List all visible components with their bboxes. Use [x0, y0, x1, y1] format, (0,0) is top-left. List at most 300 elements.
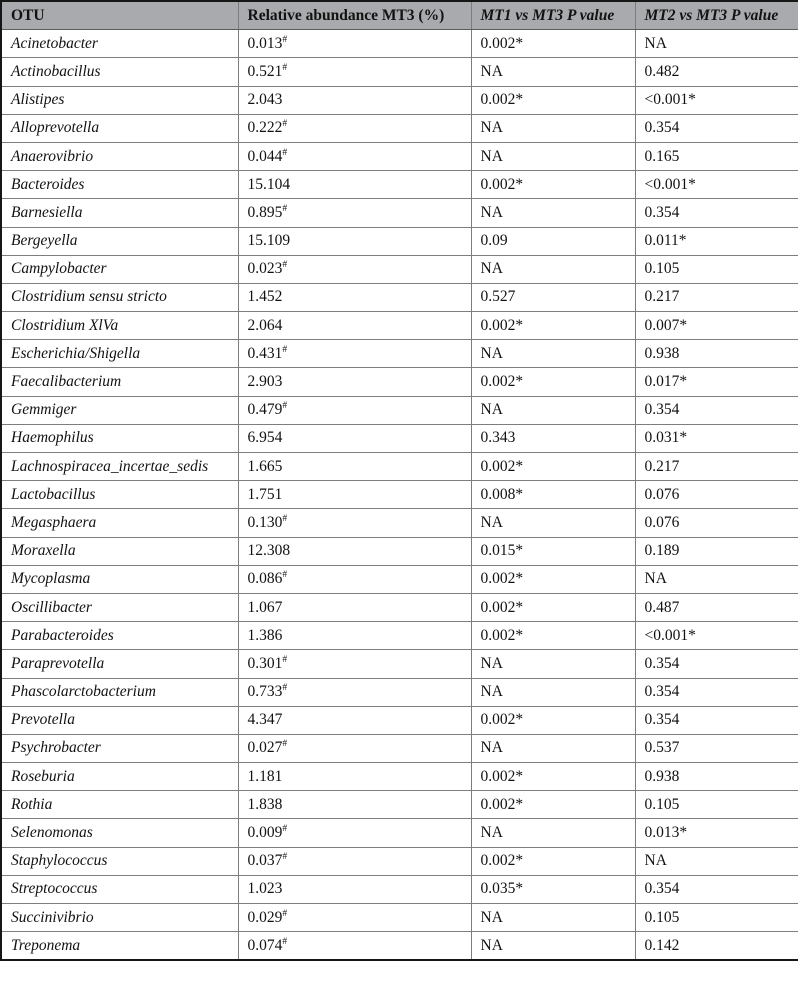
otu-name: Actinobacillus — [11, 62, 101, 80]
cell-mt2-vs-mt3-p-value — [635, 565, 798, 593]
cell-mt2-vs-mt3-p-value — [635, 509, 798, 537]
mt1-p-value: 0.002* — [480, 570, 524, 588]
cell-otu — [1, 227, 238, 255]
cell-otu — [1, 340, 238, 368]
hash-superscript: # — [282, 203, 288, 214]
hash-superscript: # — [282, 513, 288, 524]
hash-superscript: # — [282, 62, 288, 73]
table-row — [1, 424, 798, 452]
otu-name: Clostridium XlVa — [11, 316, 119, 334]
abundance-value: 0.130 — [247, 513, 283, 531]
cell-mt2-vs-mt3-p-value — [635, 199, 798, 227]
cell-mt2-vs-mt3-p-value — [635, 678, 798, 706]
cell-mt1-vs-mt3-p-value — [471, 255, 635, 283]
otu-name: Barnesiella — [11, 203, 83, 221]
cell-mt1-vs-mt3-p-value — [471, 453, 635, 481]
otu-name: Anaerovibrio — [11, 147, 94, 165]
mt1-p-value: 0.002* — [480, 34, 524, 52]
mt2-p-value: 0.938 — [644, 767, 680, 785]
abundance-value: 6.954 — [247, 429, 283, 447]
mt1-p-value: NA — [480, 654, 503, 672]
otu-name: Selenomonas — [11, 824, 93, 842]
mt1-p-value: 0.09 — [480, 232, 508, 250]
cell-mt2-vs-mt3-p-value — [635, 312, 798, 340]
otu-name: Megasphaera — [11, 513, 97, 531]
cell-mt1-vs-mt3-p-value — [471, 396, 635, 424]
cell-mt2-vs-mt3-p-value — [635, 171, 798, 199]
mt2-p-value: 0.017* — [644, 373, 688, 391]
table-row — [1, 650, 798, 678]
mt1-p-value: NA — [480, 936, 503, 954]
cell-relative-abundance — [238, 255, 471, 283]
otu-name: Rothia — [11, 795, 53, 813]
mt2-p-value: <0.001* — [644, 91, 696, 109]
otu-name: Alistipes — [11, 91, 65, 109]
hash-superscript: # — [282, 682, 288, 693]
abundance-value: 0.479 — [247, 401, 283, 419]
cell-relative-abundance — [238, 30, 471, 58]
cell-mt1-vs-mt3-p-value — [471, 875, 635, 903]
cell-otu — [1, 142, 238, 170]
otu-name: Staphylococcus — [11, 852, 108, 870]
abundance-value: 1.751 — [247, 485, 283, 503]
hash-superscript: # — [282, 570, 288, 581]
cell-otu — [1, 847, 238, 875]
cell-otu — [1, 171, 238, 199]
cell-mt1-vs-mt3-p-value — [471, 537, 635, 565]
cell-relative-abundance — [238, 171, 471, 199]
table-row — [1, 340, 798, 368]
abundance-value: 0.222 — [247, 119, 283, 137]
abundance-value: 0.027 — [247, 739, 283, 757]
mt2-p-value: 0.354 — [644, 683, 680, 701]
otu-name: Bergeyella — [11, 232, 78, 250]
table-row — [1, 312, 798, 340]
cell-otu — [1, 537, 238, 565]
otu-name: Haemophilus — [11, 429, 94, 447]
table-row — [1, 819, 798, 847]
table-row — [1, 58, 798, 86]
hash-superscript: # — [282, 936, 288, 947]
table-row — [1, 678, 798, 706]
table-row — [1, 763, 798, 791]
otu-name: Lactobacillus — [11, 485, 96, 503]
cell-relative-abundance — [238, 904, 471, 932]
abundance-value: 0.301 — [247, 654, 283, 672]
otu-name: Paraprevotella — [11, 654, 105, 672]
mt2-p-value: 0.007* — [644, 316, 688, 334]
otu-name: Prevotella — [11, 711, 75, 729]
otu-name: Phascolarctobacterium — [11, 683, 156, 701]
table-row — [1, 255, 798, 283]
mt1-p-value: 0.035* — [480, 880, 524, 898]
cell-otu — [1, 593, 238, 621]
abundance-value: 1.181 — [247, 767, 283, 785]
otu-name: Parabacteroides — [11, 626, 114, 644]
mt1-p-value: 0.002* — [480, 457, 524, 475]
cell-relative-abundance — [238, 424, 471, 452]
cell-relative-abundance — [238, 622, 471, 650]
cell-relative-abundance — [238, 819, 471, 847]
cell-relative-abundance — [238, 593, 471, 621]
cell-mt2-vs-mt3-p-value — [635, 932, 798, 961]
cell-mt1-vs-mt3-p-value — [471, 622, 635, 650]
cell-otu — [1, 312, 238, 340]
mt1-p-value: 0.002* — [480, 711, 524, 729]
mt2-p-value: 0.105 — [644, 795, 680, 813]
mt1-p-value: NA — [480, 203, 503, 221]
mt2-p-value: NA — [644, 570, 667, 588]
mt2-p-value: 0.482 — [644, 62, 680, 80]
cell-otu — [1, 509, 238, 537]
otu-name: Gemmiger — [11, 401, 77, 419]
otu-name: Succinivibrio — [11, 908, 94, 926]
mt1-p-value: 0.343 — [480, 429, 516, 447]
mt1-p-value: 0.002* — [480, 175, 524, 193]
hash-superscript: # — [282, 260, 288, 271]
cell-mt2-vs-mt3-p-value — [635, 650, 798, 678]
hash-superscript: # — [282, 344, 288, 355]
mt2-p-value: 0.013* — [644, 824, 688, 842]
cell-relative-abundance — [238, 368, 471, 396]
cell-relative-abundance — [238, 481, 471, 509]
mt2-p-value: 0.354 — [644, 401, 680, 419]
cell-mt1-vs-mt3-p-value — [471, 340, 635, 368]
cell-otu — [1, 622, 238, 650]
cell-mt2-vs-mt3-p-value — [635, 904, 798, 932]
header-relative-abundance-mt3: Relative abundance MT3 (%) — [238, 1, 471, 30]
cell-mt1-vs-mt3-p-value — [471, 368, 635, 396]
abundance-value: 1.023 — [247, 880, 283, 898]
cell-mt2-vs-mt3-p-value — [635, 396, 798, 424]
cell-mt1-vs-mt3-p-value — [471, 227, 635, 255]
table-row — [1, 932, 798, 961]
mt1-p-value: 0.002* — [480, 91, 524, 109]
mt2-p-value: 0.354 — [644, 880, 680, 898]
cell-otu — [1, 678, 238, 706]
mt2-p-value: 0.031* — [644, 429, 688, 447]
cell-mt2-vs-mt3-p-value — [635, 706, 798, 734]
table-row — [1, 199, 798, 227]
abundance-value: 1.452 — [247, 288, 283, 306]
cell-otu — [1, 763, 238, 791]
cell-mt2-vs-mt3-p-value — [635, 593, 798, 621]
cell-relative-abundance — [238, 58, 471, 86]
table-row — [1, 453, 798, 481]
cell-mt1-vs-mt3-p-value — [471, 58, 635, 86]
mt2-p-value: 0.938 — [644, 344, 680, 362]
cell-mt1-vs-mt3-p-value — [471, 565, 635, 593]
cell-relative-abundance — [238, 932, 471, 961]
cell-mt1-vs-mt3-p-value — [471, 312, 635, 340]
otu-name: Streptococcus — [11, 880, 98, 898]
cell-mt2-vs-mt3-p-value — [635, 847, 798, 875]
mt1-p-value: NA — [480, 260, 503, 278]
mt1-p-value: 0.002* — [480, 373, 524, 391]
header-otu: OTU — [1, 1, 238, 30]
abundance-value: 1.665 — [247, 457, 283, 475]
mt2-p-value: NA — [644, 34, 667, 52]
otu-name: Campylobacter — [11, 260, 107, 278]
abundance-value: 12.308 — [247, 542, 291, 560]
abundance-value: 0.521 — [247, 62, 283, 80]
cell-mt2-vs-mt3-p-value — [635, 763, 798, 791]
hash-superscript: # — [282, 119, 288, 130]
header-mt1-vs-mt3-p-value: MT1 vs MT3 P value — [471, 1, 635, 30]
hash-superscript: # — [282, 147, 288, 158]
cell-mt1-vs-mt3-p-value — [471, 734, 635, 762]
cell-mt2-vs-mt3-p-value — [635, 791, 798, 819]
cell-mt1-vs-mt3-p-value — [471, 819, 635, 847]
abundance-value: 0.037 — [247, 852, 283, 870]
cell-otu — [1, 734, 238, 762]
abundance-value: 1.067 — [247, 598, 283, 616]
cell-otu — [1, 368, 238, 396]
cell-relative-abundance — [238, 312, 471, 340]
cell-otu — [1, 453, 238, 481]
mt2-p-value: 0.076 — [644, 485, 680, 503]
mt2-p-value: 0.487 — [644, 598, 680, 616]
cell-mt1-vs-mt3-p-value — [471, 509, 635, 537]
cell-relative-abundance — [238, 734, 471, 762]
cell-mt1-vs-mt3-p-value — [471, 904, 635, 932]
cell-mt2-vs-mt3-p-value — [635, 481, 798, 509]
cell-mt2-vs-mt3-p-value — [635, 30, 798, 58]
hash-superscript: # — [282, 34, 288, 45]
cell-otu — [1, 875, 238, 903]
cell-relative-abundance — [238, 114, 471, 142]
otu-name: Treponema — [11, 936, 81, 954]
mt1-p-value: NA — [480, 513, 503, 531]
cell-mt2-vs-mt3-p-value — [635, 227, 798, 255]
cell-otu — [1, 30, 238, 58]
mt2-p-value: 0.189 — [644, 542, 680, 560]
mt2-p-value: 0.537 — [644, 739, 680, 757]
mt2-p-value: <0.001* — [644, 175, 696, 193]
cell-mt1-vs-mt3-p-value — [471, 283, 635, 311]
cell-relative-abundance — [238, 791, 471, 819]
table-row — [1, 283, 798, 311]
cell-mt2-vs-mt3-p-value — [635, 142, 798, 170]
cell-mt1-vs-mt3-p-value — [471, 30, 635, 58]
mt2-p-value: <0.001* — [644, 626, 696, 644]
cell-mt1-vs-mt3-p-value — [471, 424, 635, 452]
cell-mt1-vs-mt3-p-value — [471, 791, 635, 819]
otu-name: Moraxella — [11, 542, 76, 560]
mt2-p-value: 0.354 — [644, 654, 680, 672]
abundance-value: 0.029 — [247, 908, 283, 926]
otu-name: Acinetobacter — [11, 34, 98, 52]
table-row — [1, 734, 798, 762]
cell-mt1-vs-mt3-p-value — [471, 142, 635, 170]
cell-mt2-vs-mt3-p-value — [635, 453, 798, 481]
cell-mt1-vs-mt3-p-value — [471, 847, 635, 875]
cell-otu — [1, 114, 238, 142]
hash-superscript: # — [282, 908, 288, 919]
table-row — [1, 509, 798, 537]
table-row — [1, 142, 798, 170]
abundance-value: 0.895 — [247, 203, 283, 221]
otu-name: Oscillibacter — [11, 598, 92, 616]
header-mt2-vs-mt3-p-value: MT2 vs MT3 P value — [635, 1, 798, 30]
cell-relative-abundance — [238, 537, 471, 565]
hash-superscript: # — [282, 739, 288, 750]
mt2-p-value: NA — [644, 852, 667, 870]
cell-mt2-vs-mt3-p-value — [635, 537, 798, 565]
cell-relative-abundance — [238, 340, 471, 368]
mt1-p-value: NA — [480, 908, 503, 926]
mt1-p-value: NA — [480, 739, 503, 757]
cell-mt1-vs-mt3-p-value — [471, 678, 635, 706]
cell-mt2-vs-mt3-p-value — [635, 875, 798, 903]
mt1-p-value: NA — [480, 147, 503, 165]
cell-relative-abundance — [238, 227, 471, 255]
hash-superscript: # — [282, 401, 288, 412]
cell-mt1-vs-mt3-p-value — [471, 932, 635, 961]
mt2-p-value: 0.217 — [644, 457, 680, 475]
mt1-p-value: NA — [480, 344, 503, 362]
mt1-p-value: 0.002* — [480, 795, 524, 813]
hash-superscript: # — [282, 852, 288, 863]
mt2-p-value: 0.354 — [644, 711, 680, 729]
abundance-value: 0.086 — [247, 570, 283, 588]
cell-mt1-vs-mt3-p-value — [471, 650, 635, 678]
cell-relative-abundance — [238, 763, 471, 791]
abundance-value: 0.044 — [247, 147, 283, 165]
table-row — [1, 565, 798, 593]
cell-otu — [1, 396, 238, 424]
cell-relative-abundance — [238, 650, 471, 678]
mt1-p-value: 0.002* — [480, 767, 524, 785]
cell-otu — [1, 819, 238, 847]
table-row — [1, 396, 798, 424]
cell-otu — [1, 424, 238, 452]
cell-mt2-vs-mt3-p-value — [635, 368, 798, 396]
cell-otu — [1, 283, 238, 311]
abundance-value: 15.104 — [247, 175, 291, 193]
mt2-p-value: 0.105 — [644, 260, 680, 278]
cell-relative-abundance — [238, 706, 471, 734]
cell-otu — [1, 255, 238, 283]
mt1-p-value: NA — [480, 401, 503, 419]
table-row — [1, 114, 798, 142]
header-row — [1, 1, 798, 30]
abundance-value: 2.064 — [247, 316, 283, 334]
table-row — [1, 904, 798, 932]
table-row — [1, 481, 798, 509]
cell-otu — [1, 58, 238, 86]
cell-relative-abundance — [238, 453, 471, 481]
cell-relative-abundance — [238, 875, 471, 903]
cell-otu — [1, 199, 238, 227]
mt1-p-value: 0.002* — [480, 626, 524, 644]
cell-mt2-vs-mt3-p-value — [635, 424, 798, 452]
cell-mt2-vs-mt3-p-value — [635, 58, 798, 86]
cell-relative-abundance — [238, 86, 471, 114]
abundance-value: 0.009 — [247, 824, 283, 842]
abundance-value: 2.903 — [247, 373, 283, 391]
cell-mt2-vs-mt3-p-value — [635, 114, 798, 142]
mt2-p-value: 0.165 — [644, 147, 680, 165]
cell-relative-abundance — [238, 199, 471, 227]
table-row — [1, 706, 798, 734]
cell-otu — [1, 932, 238, 961]
cell-otu — [1, 706, 238, 734]
otu-name: Mycoplasma — [11, 570, 91, 588]
hash-superscript: # — [282, 654, 288, 665]
cell-relative-abundance — [238, 509, 471, 537]
mt1-p-value: NA — [480, 119, 503, 137]
cell-mt2-vs-mt3-p-value — [635, 340, 798, 368]
mt2-p-value: 0.076 — [644, 513, 680, 531]
mt2-p-value: 0.217 — [644, 288, 680, 306]
cell-otu — [1, 565, 238, 593]
mt1-p-value: 0.527 — [480, 288, 516, 306]
mt1-p-value: NA — [480, 683, 503, 701]
cell-mt1-vs-mt3-p-value — [471, 706, 635, 734]
abundance-value: 4.347 — [247, 711, 283, 729]
mt1-p-value: 0.015* — [480, 542, 524, 560]
abundance-value: 0.733 — [247, 683, 283, 701]
otu-name: Faecalibacterium — [11, 373, 122, 391]
table-row — [1, 368, 798, 396]
abundance-value: 0.023 — [247, 260, 283, 278]
table-row — [1, 791, 798, 819]
cell-relative-abundance — [238, 142, 471, 170]
otu-name: Alloprevotella — [11, 119, 100, 137]
abundance-value: 15.109 — [247, 232, 291, 250]
cell-mt2-vs-mt3-p-value — [635, 622, 798, 650]
cell-relative-abundance — [238, 396, 471, 424]
table-row — [1, 875, 798, 903]
otu-name: Bacteroides — [11, 175, 85, 193]
mt2-p-value: 0.011* — [644, 232, 687, 250]
table-row — [1, 537, 798, 565]
cell-otu — [1, 481, 238, 509]
mt2-p-value: 0.354 — [644, 119, 680, 137]
otu-name: Clostridium sensu stricto — [11, 288, 167, 306]
cell-mt1-vs-mt3-p-value — [471, 114, 635, 142]
mt2-p-value: 0.142 — [644, 936, 680, 954]
table-row — [1, 227, 798, 255]
cell-mt2-vs-mt3-p-value — [635, 86, 798, 114]
table-row — [1, 86, 798, 114]
mt1-p-value: 0.008* — [480, 485, 524, 503]
abundance-value: 0.431 — [247, 344, 283, 362]
otu-name: Roseburia — [11, 767, 75, 785]
table-row — [1, 622, 798, 650]
cell-otu — [1, 650, 238, 678]
cell-relative-abundance — [238, 565, 471, 593]
abundance-value: 1.386 — [247, 626, 283, 644]
cell-mt1-vs-mt3-p-value — [471, 481, 635, 509]
cell-otu — [1, 86, 238, 114]
mt1-p-value: 0.002* — [480, 316, 524, 334]
table-body — [1, 30, 798, 961]
table-row — [1, 171, 798, 199]
cell-relative-abundance — [238, 847, 471, 875]
cell-mt2-vs-mt3-p-value — [635, 283, 798, 311]
mt1-p-value: 0.002* — [480, 852, 524, 870]
abundance-value: 1.838 — [247, 795, 283, 813]
table-row — [1, 30, 798, 58]
mt2-p-value: 0.354 — [644, 203, 680, 221]
abundance-value: 2.043 — [247, 91, 283, 109]
abundance-value: 0.013 — [247, 34, 283, 52]
cell-mt1-vs-mt3-p-value — [471, 763, 635, 791]
mt1-p-value: NA — [480, 824, 503, 842]
cell-otu — [1, 904, 238, 932]
